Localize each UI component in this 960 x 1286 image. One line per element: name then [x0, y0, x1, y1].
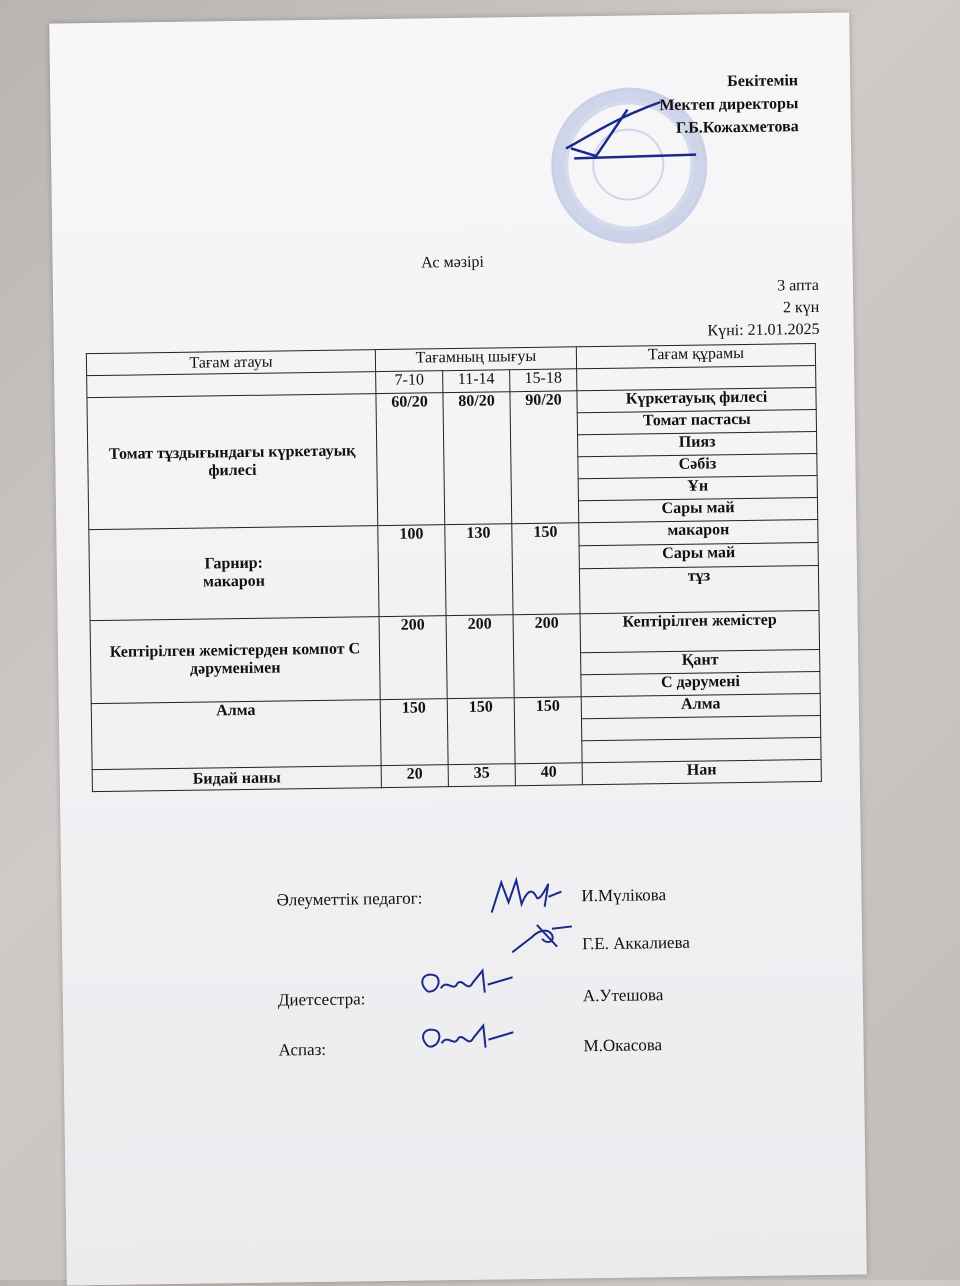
- menu-table: [86, 343, 822, 792]
- social-name: И.Мүлікова: [581, 885, 667, 906]
- nurse-name: А.Утешова: [582, 985, 664, 1006]
- header-output: Тағамның шығуы: [375, 347, 576, 372]
- cook-signature: [413, 1017, 524, 1064]
- cook-name: М.Окасова: [583, 1035, 663, 1056]
- portion-7-10: 100: [378, 525, 446, 617]
- ingredient: Ұн: [578, 475, 817, 500]
- dish-name: Томат тұздығындағы күркетауық филесі: [87, 394, 378, 530]
- date: Күні: 21.01.2025: [707, 320, 820, 340]
- week: 3 апта: [777, 276, 820, 295]
- dish-name: [89, 526, 379, 621]
- ingredient: С дәрумені: [581, 671, 820, 696]
- header-age-2: 11-14: [443, 370, 510, 393]
- ingredient: макарон: [579, 519, 818, 545]
- second-name: Г.Е. Аккалиева: [581, 932, 691, 954]
- portion-7-10: 20: [381, 765, 448, 788]
- ingredient: тұз: [579, 565, 819, 613]
- header-age-3: 15-18: [510, 369, 577, 392]
- portion-15-18: 40: [515, 763, 582, 786]
- portion-15-18: 150: [512, 523, 580, 615]
- nurse-signature: [412, 962, 523, 1009]
- document-title: Ас мәзірі: [421, 253, 485, 272]
- day: 2 күн: [782, 298, 820, 317]
- dish-name: Бидай наны: [92, 766, 381, 792]
- header-composition: Тағам құрамы: [576, 343, 815, 368]
- header-name: Тағам атауы: [86, 350, 375, 376]
- ingredient: Нан: [582, 759, 821, 784]
- cook-label: Аспаз:: [278, 1039, 327, 1060]
- ingredient: Томат пастасы: [577, 409, 816, 434]
- social-label: Әлеуметтік педагог:: [276, 888, 423, 910]
- second-signature: [507, 916, 578, 957]
- approval-line-2: Мектеп директоры: [659, 95, 799, 115]
- dish-name: Алма: [91, 700, 381, 770]
- portion-7-10: 200: [379, 616, 447, 700]
- document-page: [49, 12, 867, 1285]
- portion-7-10: 150: [380, 699, 448, 766]
- ingredient: Сәбіз: [578, 453, 817, 478]
- dish-name-line-2: макарон: [202, 572, 266, 591]
- ingredient: Қант: [581, 649, 820, 674]
- ingredient: Сары май: [579, 542, 818, 568]
- portion-7-10: 60/20: [376, 393, 445, 526]
- ingredient: Сары май: [578, 497, 817, 522]
- portion-15-18: 200: [513, 614, 581, 698]
- portion-11-14: 150: [447, 698, 515, 765]
- ingredient: Алма: [581, 693, 820, 718]
- portion-11-14: 80/20: [443, 392, 512, 525]
- portion-15-18: 150: [514, 697, 582, 764]
- approval-line-1: Бекітемін: [727, 72, 799, 91]
- ingredient: Кептірілген жемістер: [580, 610, 820, 652]
- header-age-1: 7-10: [376, 371, 443, 394]
- portion-15-18: 90/20: [510, 391, 579, 524]
- dish-name-line-1: Гарнир:: [204, 554, 264, 573]
- portion-11-14: 200: [446, 615, 514, 699]
- ingredient: Пияз: [578, 431, 817, 456]
- dish-name: Кептірілген жемістерден компот С дәруменімен: [90, 617, 380, 704]
- portion-11-14: 130: [445, 524, 513, 616]
- ingredient: Күркетауық филесі: [577, 387, 816, 412]
- approval-block: [659, 69, 799, 140]
- meta-block: [707, 275, 820, 343]
- portion-11-14: 35: [448, 764, 515, 787]
- social-signature: [486, 872, 567, 918]
- approval-line-3: Г.Б.Кожахметова: [675, 118, 799, 137]
- nurse-label: Диетсестра:: [277, 989, 366, 1010]
